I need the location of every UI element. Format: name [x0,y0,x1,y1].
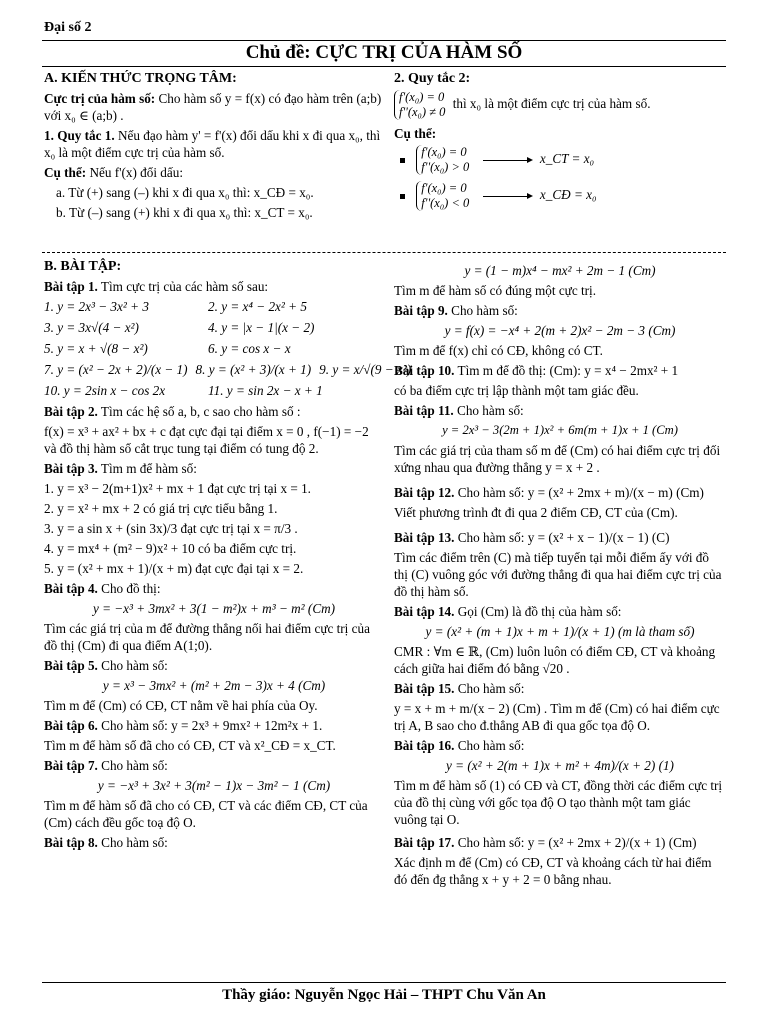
exercise-10-body: có ba điểm cực trị lập thành một tam giác đều. [394,383,639,398]
exercise-1-row [44,382,384,399]
cd-result: x_CĐ = x₀ [539,187,597,203]
exercise-14-label: Bài tập 14. [394,604,455,619]
exercise-10 [394,362,726,379]
exercise-1-item: 8. y = (x² + 3)/(x + 1) [195,362,312,377]
exercise-14 [394,603,726,620]
exercise-8 [44,834,384,851]
cd-system [416,181,473,211]
exercise-4-body: Tìm các giá trị của m để đường thẳng nối hai điểm cực trị của đồ thị (Cm) đi qua điểm A(1;0). [44,621,370,653]
exercise-12-body: Viết phương trình đt đi qua 2 điểm CĐ, CT của (Cm). [394,505,678,520]
exercise-9-body: Tìm m để f(x) chỉ có CĐ, không có CT. [394,343,603,358]
exercise-1-item: 10. y = 2sin x − cos 2x [44,383,166,398]
exercise-17-text: Cho hàm số: y = (x² + 2mx + 2)/(x + 1) (Cm) [457,835,697,850]
exercise-3-label: Bài tập 3. [44,461,98,476]
exercise-1-item: 4. y = |x − 1|(x − 2) [208,320,315,335]
exercise-13-body: Tìm các điểm trên (C) mà tiếp tuyến tại mỗi điểm ấy với đồ thị (C) vuông góc với đường thẳng đi qua hai điểm cực trị của đồ thị hàm số. [394,550,722,599]
specific [44,164,384,181]
exercise-1-item: 11. y = sin 2x − x + 1 [208,383,323,398]
exercise-7-body: Tìm m để hàm số đã cho có CĐ, CT và các điểm CĐ, CT của (Cm) cách đều gốc toạ độ O. [44,798,368,830]
footer-rule [42,982,726,983]
exercise-4-equation: y = −x³ + 3mx² + 3(1 − m²)x + m³ − m² (Cm) [92,601,336,616]
exercise-9 [394,302,726,319]
exercise-12 [394,484,726,501]
header-label: Đại số 2 [44,20,92,35]
exercise-11-body: Tìm các giá trị của tham số m để (Cm) có hai điểm cực trị đối xứng nhau qua đường thẳng y = x + 2 . [394,443,721,475]
exercises-right [394,262,726,891]
title-rule [42,66,726,67]
cd-cond-1: f'(x₀) = 0 [421,181,467,195]
ct-result: x_CT = x₀ [539,151,595,167]
exercise-1 [44,278,384,295]
exercise-11 [394,402,726,419]
exercise-4 [44,580,384,597]
exercise-15 [394,680,726,697]
exercise-16-text: Cho hàm số: [457,738,525,753]
exercise-10-label: Bài tập 10. [394,363,455,378]
arrow-right-icon [483,196,531,197]
exercise-9-label: Bài tập 9. [394,303,448,318]
exercise-1-item: 2. y = x⁴ − 2x² + 5 [208,299,307,314]
specific-label: Cụ thể: [44,165,87,180]
exercise-5-label: Bài tập 5. [44,658,98,673]
exercise-11-equation: y = 2x³ − 3(2m + 1)x² + 6m(m + 1)x + 1 (Cm) [442,423,678,437]
exercises-heading: B. BÀI TẬP: [44,259,122,274]
rule-2-text: thì x₀ là một điểm cực trị của hàm số. [452,96,651,112]
exercise-15-label: Bài tập 15. [394,681,455,696]
specific-2-label: Cụ thể: [394,126,437,141]
arrow-right-icon [483,160,531,161]
rule-1 [44,127,384,161]
exercise-8-text: Cho hàm số: [101,835,168,850]
specific-text: Nếu f'(x) đổi dấu: [89,165,183,180]
exercise-6-label: Bài tập 6. [44,718,98,733]
definition [44,90,384,124]
exercise-7-label: Bài tập 7. [44,758,98,773]
theory-left [44,70,384,224]
exercise-11-label: Bài tập 11. [394,403,454,418]
exercise-6-text: Cho hàm số: y = 2x³ + 9mx² + 12m²x + 1. [101,718,323,733]
exercise-13 [394,529,726,546]
exercise-1-item: 6. y = cos x − x [208,341,291,356]
ct-case [400,145,726,175]
rule-2-cond-2: f''(x₀) ≠ 0 [399,105,446,119]
exercise-12-text: Cho hàm số: y = (x² + 2mx + m)/(x − m) (Cm) [457,485,704,500]
exercise-6-body: Tìm m để hàm số đã cho có CĐ, CT và x²_CĐ = x_CT. [44,738,336,753]
cd-case [400,181,726,211]
exercise-4-text: Cho đồ thị: [101,581,161,596]
exercise-1-item: 1. y = 2x³ − 3x² + 3 [44,299,149,314]
theory-heading: A. KIẾN THỨC TRỌNG TÂM: [44,71,237,86]
exercise-7-equation: y = −x³ + 3x² + 3(m² − 1)x − 3m² − 1 (Cm) [97,778,331,793]
rule-2-system [394,90,449,120]
footer-author: Thầy giáo: Nguyễn Ngọc Hải – THPT Chu Văn An [222,987,546,1003]
exercise-1-text: Tìm cực trị của các hàm số sau: [100,279,269,294]
exercise-16-label: Bài tập 16. [394,738,455,753]
exercise-16 [394,737,726,754]
exercise-1-row [44,340,384,357]
rule-2-label: 2. Quy tắc 2: [394,71,471,86]
exercise-8-label: Bài tập 8. [44,835,98,850]
exercise-17-label: Bài tập 17. [394,835,455,850]
exercise-11-text: Cho hàm số: [457,403,524,418]
exercise-17 [394,834,726,851]
exercise-5-body: Tìm m để (Cm) có CĐ, CT nằm về hai phía của Oy. [44,698,318,713]
rule-2 [394,90,726,120]
exercise-13-text: Cho hàm số: y = (x² + x − 1)/(x − 1) (C) [457,530,670,545]
exercise-3-item: 4. y = mx⁴ + (m² − 9)x² + 10 có ba điểm cực trị. [44,541,297,556]
exercise-8-equation: y = (1 − m)x⁴ − mx² + 2m − 1 (Cm) [464,263,656,278]
exercise-3-item: 5. y = (x² + mx + 1)/(x + m) đạt cực đại tại x = 2. [44,561,304,576]
exercise-2 [44,403,384,420]
exercise-1-item: 5. y = x + √(8 − x²) [44,341,148,356]
exercise-5-text: Cho hàm số: [101,658,168,673]
ct-cond-1: f'(x₀) = 0 [421,145,467,159]
exercise-1-item: 7. y = (x² − 2x + 2)/(x − 1) [44,362,188,377]
bullet-icon [400,194,405,199]
exercise-1-item: 9. y = x/√(9 − x²) [319,362,412,377]
exercise-7 [44,757,384,774]
exercise-3 [44,460,384,477]
exercise-9-text: Cho hàm số: [451,303,518,318]
exercise-5-equation: y = x³ − 3mx² + (m² + 2m − 3)x + 4 (Cm) [102,678,326,693]
exercise-3-item: 1. y = x³ − 2(m+1)x² + mx + 1 đạt cực trị tại x = 1. [44,481,311,496]
theory-right [394,70,726,211]
exercise-14-body: CMR : ∀m ∈ ℝ, (Cm) luôn luôn có điểm CĐ, CT và khoảng cách giữa hai điểm đó bằng √20 . [394,644,716,676]
exercise-4-label: Bài tập 4. [44,581,98,596]
exercise-8-body: Tìm m để hàm số có đúng một cực trị. [394,283,596,298]
exercise-1-row [44,298,384,315]
case-b: b. Từ (–) sang (+) khi x đi qua x₀ thì: x_CT = x₀. [56,205,313,220]
rule-1-text: Nếu đạo hàm y' = f'(x) đổi dấu khi x đi qua x₀, thì x₀ là một điểm cực trị của hàm số. [44,128,381,160]
ct-system [416,145,473,175]
ct-cond-2: f''(x₀) > 0 [421,160,470,174]
exercise-15-text: Cho hàm số: [457,681,525,696]
definition-label: Cực trị của hàm số: [44,91,156,106]
exercise-17-body: Xác định m để (Cm) có CĐ, CT và khoảng cách từ hai điểm đó đến đg thẳng x + y + 2 = 0 bằng nhau. [394,855,712,887]
exercise-1-row [44,361,412,378]
exercise-12-label: Bài tập 12. [394,485,455,500]
exercise-2-body: f(x) = x³ + ax² + bx + c đạt cực đại tại điểm x = 0 , f(−1) = −2 và đồ thị hàm số cắt trục tung tại điểm có tung độ 2. [44,424,369,456]
exercise-13-label: Bài tập 13. [394,530,455,545]
exercise-15-body: y = x + m + m/(x − 2) (Cm) . Tìm m để (Cm) có hai điểm cực trị A, B sao cho đ.thẳng AB đi qua gốc tọa độ O. [394,701,720,733]
exercise-1-row [44,319,384,336]
cd-cond-2: f''(x₀) < 0 [421,196,470,210]
exercise-6 [44,717,384,734]
exercise-14-text: Gọi (Cm) là đồ thị của hàm số: [457,604,622,619]
case-a: a. Từ (+) sang (–) khi x đi qua x₀ thì: x_CĐ = x₀. [56,185,314,200]
page-title: Chủ đề: CỰC TRỊ CỦA HÀM SỐ [245,42,523,63]
section-divider [42,252,726,253]
exercise-16-equation: y = (x² + 2(m + 1)x + m² + 4m)/(x + 2) (1) [446,758,674,773]
exercise-3-text: Tìm m để hàm số: [100,461,197,476]
exercises-left [44,258,412,854]
bullet-icon [400,158,405,163]
exercise-10-text: Tìm m để đồ thị: (Cm): y = x⁴ − 2mx² + 1 [457,363,679,378]
exercise-1-label: Bài tập 1. [44,279,98,294]
rule-1-label: 1. Quy tắc 1. [44,128,115,143]
exercise-9-equation: y = f(x) = −x⁴ + 2(m + 2)x² − 2m − 3 (Cm) [444,323,676,338]
exercise-3-item: 2. y = x² + mx + 2 có giá trị cực tiểu bằng 1. [44,501,278,516]
exercise-3-item: 3. y = a sin x + (sin 3x)/3 đạt cực trị tại x = π/3 . [44,521,298,536]
exercise-1-item: 3. y = 3x√(4 − x²) [44,320,139,335]
exercise-7-text: Cho hàm số: [101,758,168,773]
exercise-14-equation: y = (x² + (m + 1)x + m + 1)/(x + 1) (m là tham số) [425,624,695,639]
exercise-16-body: Tìm m để hàm số (1) có CĐ và CT, đồng thời các điểm cực trị của đồ thị cùng với gốc tọa độ O tạo thành một tam giác vuông tại O. [394,778,723,827]
header-rule [42,40,726,41]
exercise-2-text: Tìm các hệ số a, b, c sao cho hàm số : [100,404,301,419]
definition-text: Cho hàm số y = f(x) có đạo hàm trên (a;b) với x₀ ∈ (a;b) . [44,91,382,123]
exercise-2-label: Bài tập 2. [44,404,98,419]
exercise-5 [44,657,384,674]
rule-2-cond-1: f'(x₀) = 0 [399,90,445,104]
